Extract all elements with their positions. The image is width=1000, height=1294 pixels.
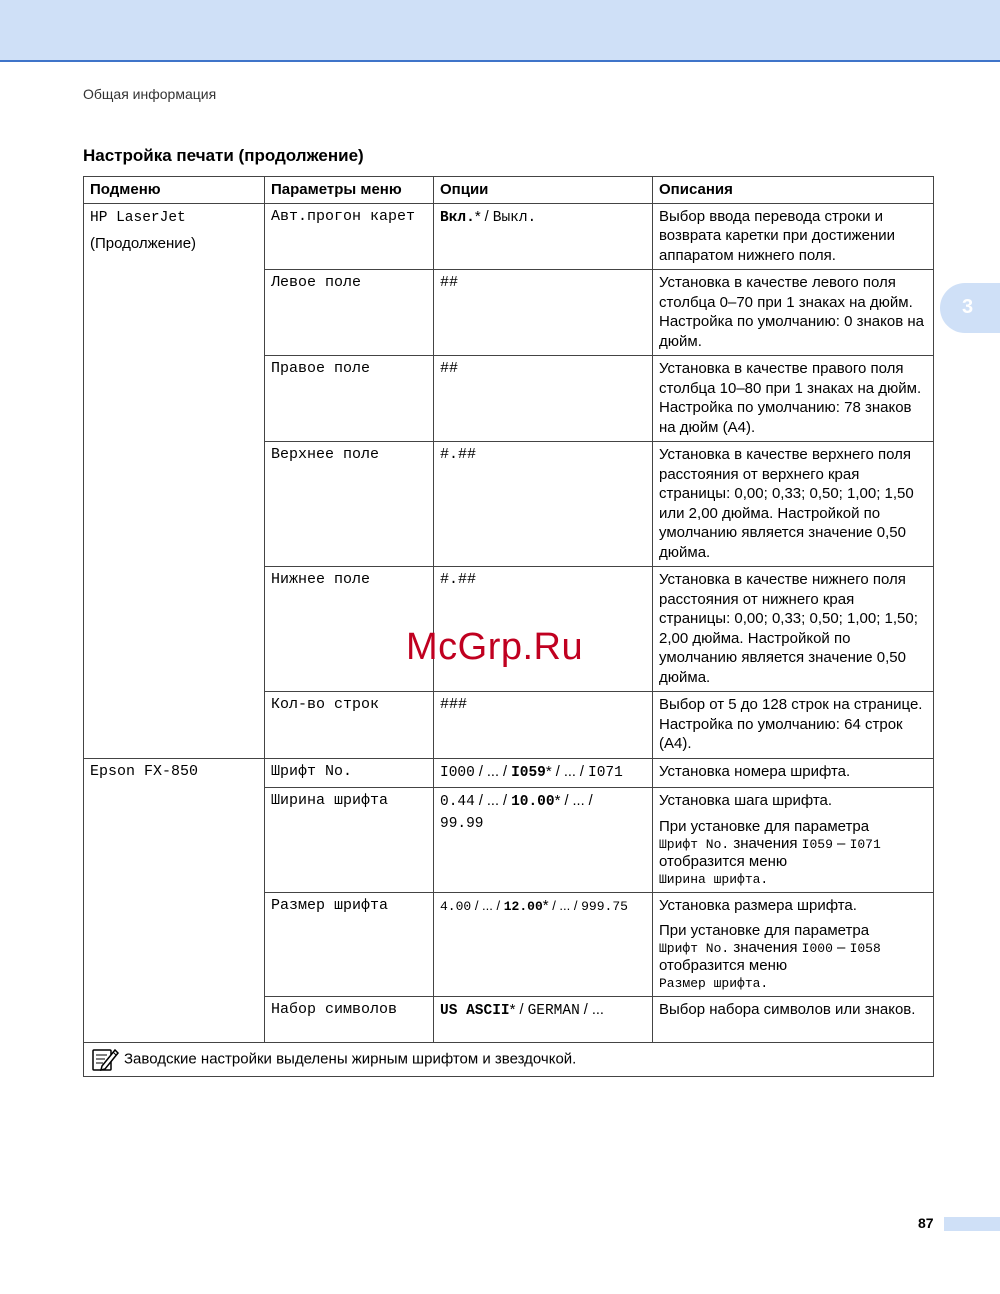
description-text: значения <box>729 834 802 852</box>
top-banner <box>0 0 1000 62</box>
default-star: * <box>545 762 552 780</box>
col-header-descriptions: Описания <box>653 177 934 204</box>
description-cell: Установка в качестве верхнего поля расстояния от верхнего края страницы: 0,00; 0,33; 0,50; 1,00; 1,50 или 2,00 дюйма. Настройкой по умолчанию является значение 0,50 дюйма. <box>653 442 934 567</box>
description-text: При установке для параметра <box>659 922 870 939</box>
menu-ref: I000 <box>801 941 833 956</box>
param-cell: Нижнее поле <box>265 567 434 692</box>
col-header-submenu: Подменю <box>84 177 265 204</box>
description-text: отобразится меню <box>659 852 788 870</box>
note-pencil-icon <box>90 1046 120 1072</box>
param-cell: Ширина шрифта <box>265 788 434 893</box>
description-cell: Выбор набора символов или знаков. <box>653 997 934 1043</box>
option-default: I059 <box>511 764 546 781</box>
description-detail <box>659 922 927 992</box>
option-separator: / ... / <box>548 897 582 913</box>
description-cell: Выбор ввода перевода строки и возврата каретки при достижении аппаратом нижнего поля. <box>653 203 934 270</box>
description-text: – <box>832 939 850 956</box>
menu-ref: I059 <box>801 836 833 852</box>
running-head: Общая информация <box>83 86 217 102</box>
option-cell <box>434 788 653 893</box>
option-cell: ## <box>434 356 653 442</box>
description-text: – <box>832 834 850 852</box>
description-cell: Установка в качестве нижнего поля расстояния от нижнего края страницы: 0,00; 0,33; 0,50; 1,00; 1,50; 2,00 дюйма. Настройкой по умолчанию является значение 0,50 дюйма. <box>653 567 934 692</box>
page-number-bar <box>944 1217 1000 1231</box>
col-header-options: Опции <box>434 177 653 204</box>
option-separator: / ... / <box>560 793 593 809</box>
default-star: * <box>542 896 549 914</box>
menu-ref: Размер шрифта. <box>659 976 769 991</box>
option-separator: / <box>480 208 493 225</box>
menu-ref: Шрифт No. <box>659 941 730 956</box>
submenu-name: HP LaserJet <box>90 209 186 226</box>
param-cell: Верхнее поле <box>265 442 434 567</box>
section-title: Настройка печати (продолжение) <box>83 146 364 165</box>
menu-ref: I071 <box>849 836 881 852</box>
param-cell: Авт.прогон карет <box>265 203 434 270</box>
option-separator: / ... / <box>471 897 504 913</box>
default-star: * <box>509 1001 516 1018</box>
option-value: GERMAN <box>527 1003 580 1019</box>
option-cell <box>434 997 653 1043</box>
col-header-menu-params: Параметры меню <box>265 177 434 204</box>
description-cell <box>653 788 934 893</box>
option-separator: / ... / <box>474 763 512 780</box>
option-value: I000 <box>440 764 475 781</box>
option-value: Выкл. <box>492 209 537 226</box>
param-cell: Правое поле <box>265 356 434 442</box>
submenu-cell-epson: Epson FX-850 <box>84 758 265 1043</box>
param-cell: Размер шрифта <box>265 892 434 997</box>
table-row <box>84 758 934 788</box>
description-text: Установка шага шрифта. <box>659 792 833 809</box>
option-separator: / ... / <box>551 763 588 780</box>
param-cell: Левое поле <box>265 270 434 356</box>
option-default: 12.00 <box>503 898 543 914</box>
option-separator: / <box>515 1002 528 1018</box>
submenu-cell-hp <box>84 203 265 758</box>
description-cell: Выбор от 5 до 128 строк на странице. Настройка по умолчанию: 64 строк (А4). <box>653 692 934 759</box>
option-separator: / ... / <box>474 793 512 809</box>
option-value: I071 <box>588 764 623 781</box>
option-value: 999.75 <box>581 898 628 914</box>
table-header-row <box>84 177 934 204</box>
watermark: McGrp.Ru <box>406 626 584 668</box>
option-cell: ### <box>434 692 653 759</box>
description-text: отобразится меню <box>659 957 788 974</box>
description-detail <box>659 818 927 888</box>
menu-ref: Ширина шрифта. <box>659 871 769 887</box>
option-default: Вкл. <box>440 209 475 226</box>
note-cell <box>84 1043 934 1077</box>
note-text: Заводские настройки выделены жирным шрифтом и звездочкой. <box>124 1050 577 1068</box>
submenu-note: (Продолжение) <box>90 235 197 252</box>
option-value: 4.00 <box>440 898 472 914</box>
option-cell <box>434 892 653 997</box>
option-value: 0.44 <box>440 794 475 810</box>
param-cell: Набор символов <box>265 997 434 1043</box>
description-text: При установке для параметра <box>659 817 870 835</box>
description-text: Установка размера шрифта. <box>659 896 857 914</box>
option-default: US ASCII <box>440 1003 510 1019</box>
table-row <box>84 203 934 270</box>
option-cell <box>434 758 653 788</box>
option-value: 99.99 <box>440 815 484 832</box>
description-cell <box>653 892 934 997</box>
page-number: 87 <box>918 1215 934 1231</box>
default-star: * <box>474 207 481 225</box>
param-cell: Кол-во строк <box>265 692 434 759</box>
default-star: * <box>554 792 561 809</box>
option-cell: #.## <box>434 442 653 567</box>
description-text: значения <box>729 939 802 956</box>
description-cell: Установка в качестве правого поля столбца 10–80 при 1 знаках на дюйм. Настройка по умолчанию: 78 знаков на дюйм (А4). <box>653 356 934 442</box>
option-default: 10.00 <box>511 794 555 810</box>
option-cell <box>434 203 653 270</box>
menu-ref: I058 <box>849 941 881 956</box>
option-cell: ## <box>434 270 653 356</box>
option-separator: / ... <box>579 1002 604 1018</box>
option-cell: #.## <box>434 567 653 692</box>
description-cell: Установка в качестве левого поля столбца 0–70 при 1 знаках на дюйм. Настройка по умолчанию: 0 знаков на дюйм. <box>653 270 934 356</box>
chapter-number: 3 <box>962 296 974 318</box>
description-cell: Установка номера шрифта. <box>653 758 934 788</box>
param-cell: Шрифт No. <box>265 758 434 788</box>
menu-ref: Шрифт No. <box>659 836 730 852</box>
note-row <box>84 1043 934 1077</box>
